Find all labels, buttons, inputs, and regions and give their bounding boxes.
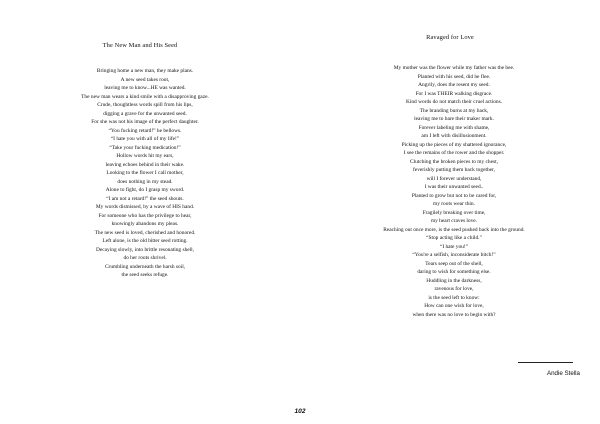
right-page [300, 0, 600, 424]
poem-line: Alone to fight, do I grasp my sword. [105, 187, 185, 193]
poem-line: Picking up the pieces of my shattered ignorance, [401, 141, 507, 148]
poem-line: My mother was the flower while my father was the bee. [393, 65, 515, 71]
poem-line: For I was THEIR walking disgrace. [415, 90, 493, 97]
poem-line: am I left with disillusionment. [421, 133, 487, 139]
poem-line: “I hate you with all of my life!” [110, 136, 180, 142]
poem-line: The branding burns at my back, [419, 107, 489, 114]
poem-line: is the seed left to know: [428, 294, 480, 301]
poem-line: Tears seep out of the shell, [425, 260, 483, 267]
poem-line: leaving echoes behind in their wake. [105, 161, 185, 168]
poem-line: when there was no love to begin with? [412, 311, 496, 318]
poem-line: Planted with his seed, did he flee. [417, 73, 491, 80]
poem-line: digging a grave for the unwanted seed. [103, 110, 187, 117]
poem-line: ravenous for love, [434, 286, 474, 292]
poem-line: Forever labeling me with shame, [418, 124, 490, 131]
poem-line: Angrily, does the resent my seed. [418, 82, 490, 88]
poem-line: “Take your fucking medication!” [109, 144, 181, 151]
poem-line: I was their unwanted seed.. [424, 184, 484, 190]
poem-line: How can one wish for love, [424, 303, 484, 309]
poem-title: Ravaged for Love [426, 34, 474, 41]
poem-line: Decaying slowly, into brittle resonating shell, [95, 246, 194, 253]
page-number: 102 [294, 408, 306, 415]
poem-line: does nothing in my stead. [117, 178, 173, 185]
poem-line: Kind words do not match their cruel actions. [405, 99, 503, 105]
poem-line: do her roots shrivel. [123, 255, 167, 261]
poem-line: Planted to grow but not to be cared for, [411, 192, 497, 199]
poem-line: Crumbling underneath the harsh soil, [104, 263, 186, 270]
poem-line: “You're a selfish, inconsiderate bitch!” [412, 252, 496, 258]
poem-line: feverishly putting them back together, [413, 167, 495, 173]
poem-line: Crude, thoughtless words spill from his lips, [97, 102, 193, 108]
poem-line: The new man wears a kind smile with a disapproving gaze. [81, 93, 209, 100]
poem-line: the seed seeks refuge. [121, 272, 169, 278]
poem-line: my roots wear thin. [433, 201, 475, 207]
poem-line: Reaching out once more, is the seed pushed back into the ground. [383, 226, 525, 233]
poem-line: A new seed takes root, [120, 76, 170, 83]
poem-line: Bringing home a new man, they make plans. [96, 68, 194, 74]
poem-line: “I hate you!” [439, 243, 469, 250]
poem-line: “I am not a retard!” the seed shouts. [106, 195, 184, 202]
poem-line: leaving me to bare their maker mark. [414, 116, 494, 122]
poem-line: daring to wish for something else. [417, 269, 491, 275]
poem-line: I see the remains of the rower and the shopper. [403, 150, 505, 156]
poem-line: Hollow words hit my ears, [116, 153, 174, 159]
poem-line: Fragilely breaking over time, [422, 209, 486, 216]
poem-line: Clutching the broken pieces to my chest, [410, 158, 498, 165]
poem-line: will I forever understand, [426, 175, 482, 182]
poem-line: “You fucking retard!” he bellows. [108, 127, 182, 134]
poem-line: My words dismissed, by a wave of HIS hand. [95, 204, 195, 210]
poem-body [15, 67, 275, 280]
poem-line: For someone who has the privilege to hear, [98, 212, 192, 219]
poem-line: The new seed is loved, cherished and honored. [94, 229, 196, 236]
poem-title: The New Man and His Seed [102, 42, 178, 49]
poem-line: Left alone, is the old bitter seed rotting. [102, 238, 188, 244]
author-name: Andie Stella [546, 370, 580, 377]
poem-line: Looking to the flower I call mother, [106, 170, 184, 176]
poem-body [324, 64, 584, 319]
poem-line: For she was not his image of the perfect daughter. [91, 119, 199, 125]
poem-line: my heart craves love. [430, 218, 478, 224]
poem-line: “Stop acting like a child.” [426, 235, 482, 241]
poem-line: knowingly abandons my pleas. [111, 221, 179, 227]
poem-line: Huddling in the darkness, [426, 277, 482, 284]
poem-line: leaving me to know...HE was wanted. [104, 85, 186, 91]
signature-rule [518, 362, 573, 363]
